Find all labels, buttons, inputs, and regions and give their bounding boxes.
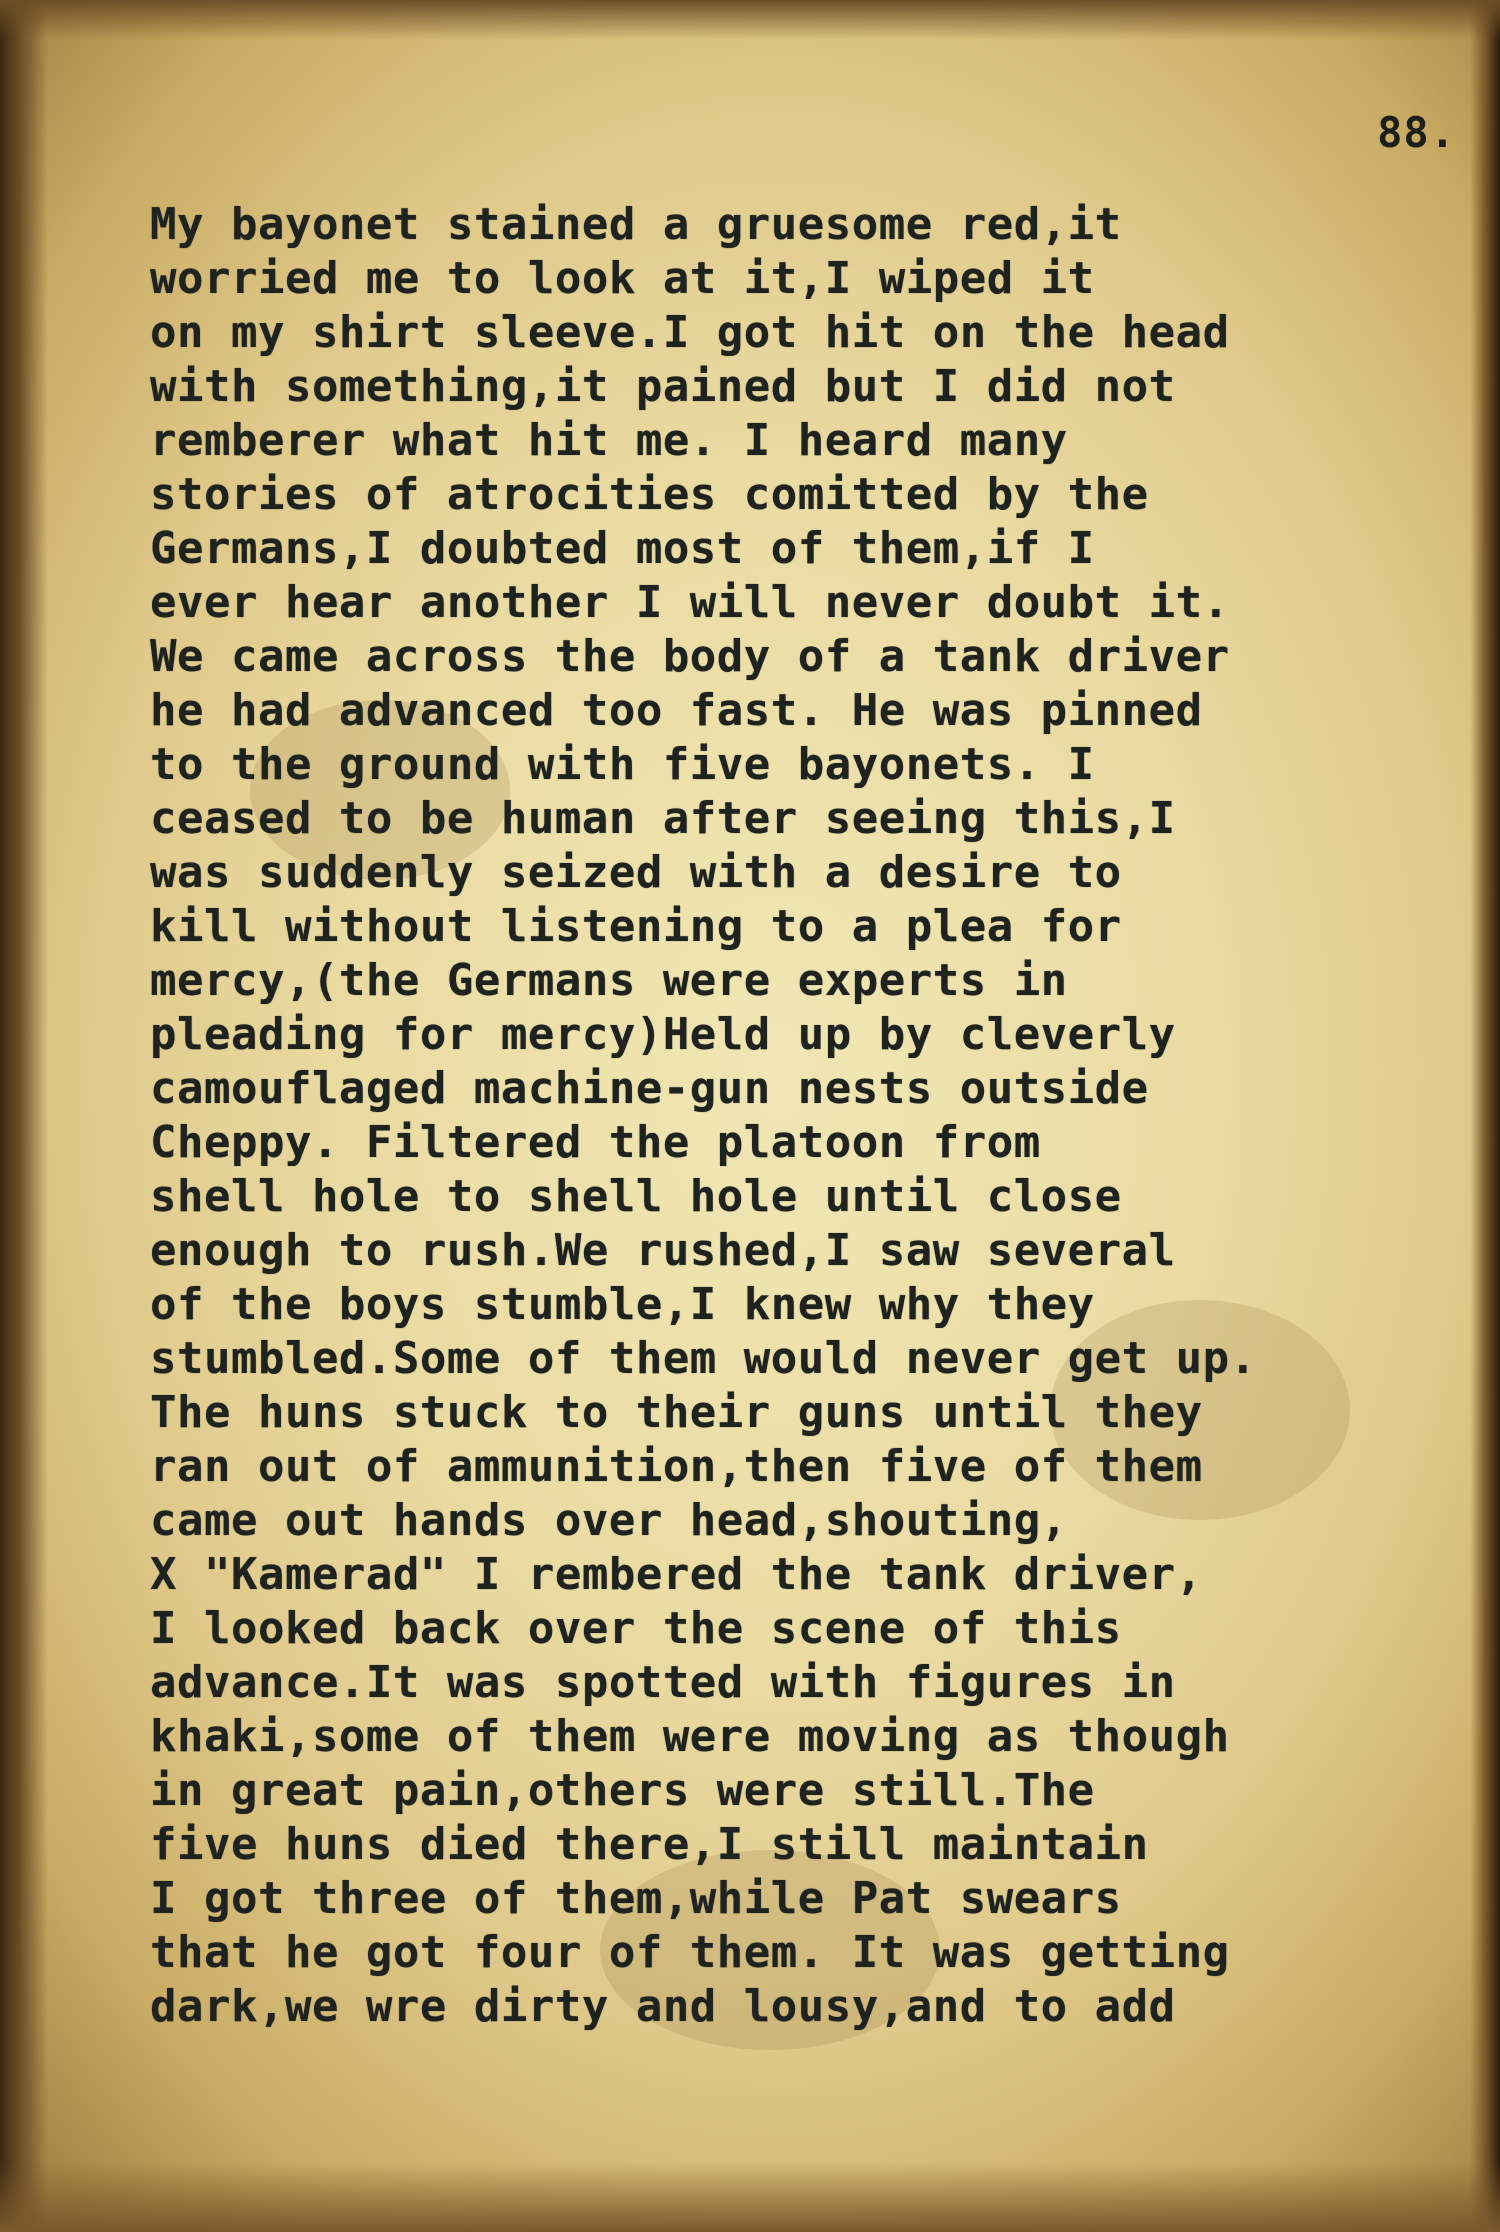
text-line: X "Kamerad" I rembered the tank driver,: [150, 1549, 1203, 1600]
text-line: ran out of ammunition,then five of them: [150, 1441, 1203, 1492]
text-line: ever hear another I will never doubt it.: [150, 577, 1230, 628]
text-line: I got three of them,while Pat swears: [150, 1873, 1122, 1924]
text-line: kill without listening to a plea for: [150, 901, 1122, 952]
text-line: dark,we wre dirty and lousy,and to add: [150, 1981, 1176, 2032]
text-line: of the boys stumble,I knew why they: [150, 1279, 1095, 1330]
page-number: 88.: [1377, 108, 1456, 157]
text-line: remberer what hit me. I heard many: [150, 415, 1068, 466]
text-line: pleading for mercy)Held up by cleverly: [150, 1009, 1176, 1060]
text-line: was suddenly seized with a desire to: [150, 847, 1122, 898]
text-line: worried me to look at it,I wiped it: [150, 253, 1095, 304]
text-line: My bayonet stained a gruesome red,it: [150, 199, 1122, 250]
page-edge-shadow-top: [0, 0, 1500, 40]
text-line: on my shirt sleeve.I got hit on the head: [150, 307, 1230, 358]
text-line: five huns died there,I still maintain: [150, 1819, 1149, 1870]
text-line: he had advanced too fast. He was pinned: [150, 685, 1203, 736]
text-line: I looked back over the scene of this: [150, 1603, 1122, 1654]
text-line: in great pain,others were still.The: [150, 1765, 1095, 1816]
text-line: stumbled.Some of them would never get up.: [150, 1333, 1257, 1384]
page-edge-shadow-left: [0, 0, 48, 2232]
text-line: shell hole to shell hole until close: [150, 1171, 1122, 1222]
text-line: stories of atrocities comitted by the: [150, 469, 1149, 520]
text-line: The huns stuck to their guns until they: [150, 1387, 1203, 1438]
text-line: with something,it pained but I did not: [150, 361, 1176, 412]
text-line: that he got four of them. It was getting: [150, 1927, 1230, 1978]
text-line: ceased to be human after seeing this,I: [150, 793, 1176, 844]
text-line: khaki,some of them were moving as though: [150, 1711, 1230, 1762]
text-line: We came across the body of a tank driver: [150, 631, 1230, 682]
text-line: came out hands over head,shouting,: [150, 1495, 1068, 1546]
text-line: to the ground with five bayonets. I: [150, 739, 1095, 790]
text-line: Germans,I doubted most of them,if I: [150, 523, 1095, 574]
text-line: mercy,(the Germans were experts in: [150, 955, 1068, 1006]
text-line: Cheppy. Filtered the platoon from: [150, 1117, 1041, 1168]
text-line: enough to rush.We rushed,I saw several: [150, 1225, 1176, 1276]
typed-text-body: [150, 198, 1480, 2034]
text-line: camouflaged machine-gun nests outside: [150, 1063, 1149, 1114]
text-line: advance.It was spotted with figures in: [150, 1657, 1176, 1708]
page-edge-shadow-bottom: [0, 2162, 1500, 2232]
